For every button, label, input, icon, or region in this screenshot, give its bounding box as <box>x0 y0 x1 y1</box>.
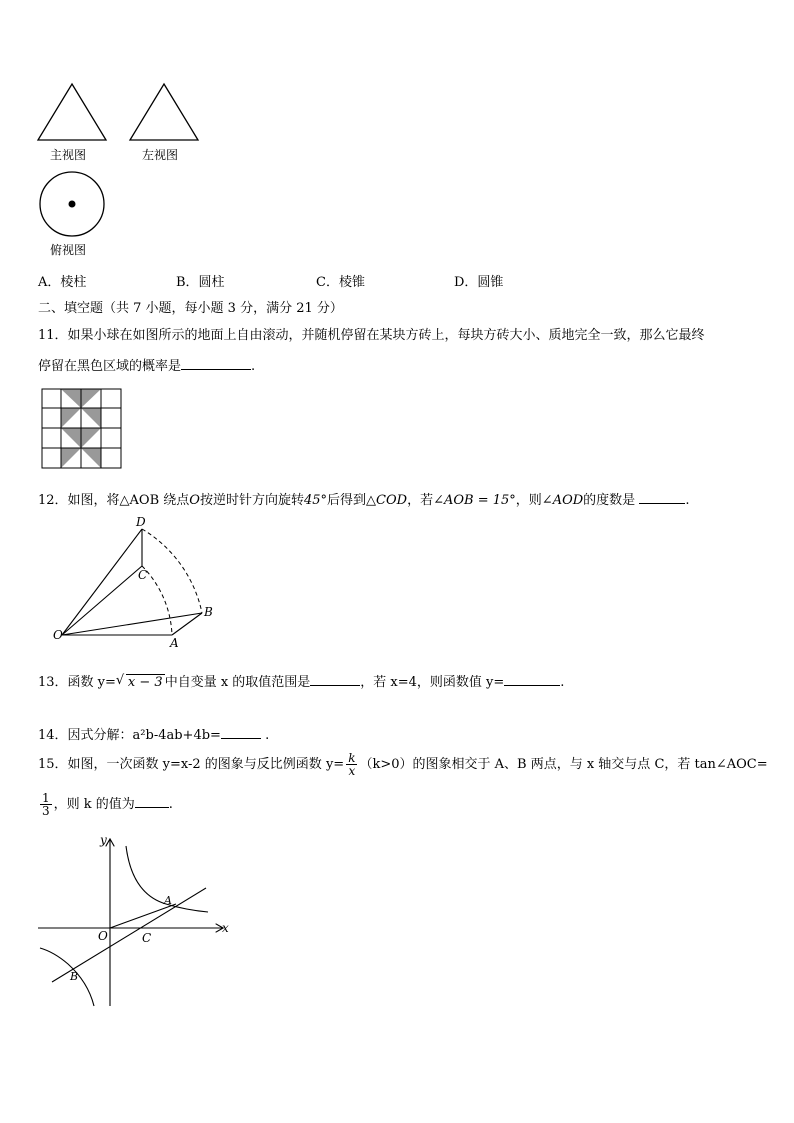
q15-denominator: x <box>348 764 356 778</box>
q15-one: 1 <box>42 791 50 805</box>
q13-text <box>38 671 564 690</box>
q14-end: . <box>265 728 270 743</box>
q15-line1 <box>38 752 768 777</box>
q13-mid: 中自变量 x 的取值范围是 <box>164 675 311 690</box>
q15-fraction-one-third <box>40 792 52 817</box>
q11-answer-blank <box>181 357 251 370</box>
q12-point-o: O <box>189 493 200 508</box>
q12-end: . <box>685 493 690 508</box>
q12-degree: 45° <box>303 493 328 508</box>
q15-end: . <box>168 797 173 812</box>
option-a: A．棱柱 <box>38 275 87 290</box>
q14-text <box>38 724 269 743</box>
q13-radicand: x − 3 <box>127 675 163 690</box>
q14-expression: 14．因式分解：a²b-4ab+4b= <box>38 728 221 743</box>
q15-label-a: A <box>164 894 172 907</box>
q12-post: 的度数是 <box>583 493 636 508</box>
q11-text: 停留在黑色区域的概率是 <box>38 359 182 374</box>
q13-sqrt <box>116 675 165 690</box>
q12-label-d: D <box>136 515 146 529</box>
q14-answer-blank <box>221 726 261 739</box>
q13-mid2: ，若 x=4，则函数值 y= <box>360 675 505 690</box>
q12-label-o: O <box>53 628 63 642</box>
q11-tile-grid <box>41 388 123 470</box>
q15-label-b: B <box>70 970 79 983</box>
q12-label-b: B <box>204 605 213 619</box>
option-c: C．棱锥 <box>316 275 365 290</box>
q12-label-c: C <box>138 568 148 582</box>
q12-text <box>38 489 689 508</box>
top-view-label: 俯视图 <box>50 243 87 257</box>
left-view-triangle <box>128 82 200 144</box>
q11-end: . <box>251 359 256 374</box>
q12-mid: 按逆时针方向旋转 <box>199 493 304 508</box>
q12-angle-aod: ∠AOD <box>541 493 584 508</box>
q15-label-o: O <box>98 929 108 943</box>
q13-blank-1 <box>310 673 360 686</box>
q15-answer-blank <box>135 795 169 808</box>
sqrt-sign-icon: √ <box>115 673 125 688</box>
front-view-triangle <box>36 82 108 144</box>
q12-triangle: △COD <box>366 493 408 508</box>
option-d: D．圆锥 <box>454 275 504 290</box>
q15-line2 <box>38 792 173 817</box>
left-view-label: 左视图 <box>142 148 179 162</box>
q15-label-y: y <box>100 833 107 847</box>
front-view-label: 主视图 <box>50 148 87 162</box>
q11-line2 <box>38 355 255 374</box>
q13-pre: 13．函数 y= <box>38 675 116 690</box>
q15-label-x: x <box>222 921 229 935</box>
top-view-circle <box>36 170 108 240</box>
q15-label-c: C <box>142 931 152 945</box>
q12-pre: 12．如图，将△AOB 绕点 <box>38 493 190 508</box>
q15-mid: （k>0）的图象相交于 A、B 两点，与 x 轴交与点 C，若 tan∠AOC= <box>359 757 768 772</box>
q12-mid4: ，则 <box>515 493 542 508</box>
section-heading: 二、填空题（共 7 小题，每小题 3 分，满分 21 分） <box>38 301 343 316</box>
q12-rotation-figure <box>50 512 220 652</box>
q12-mid2: 后得到 <box>327 493 367 508</box>
q12-mid3: ，若 <box>407 493 434 508</box>
q12-label-a: A <box>170 636 179 650</box>
q12-angle-aob: ∠AOB = 15° <box>433 493 516 508</box>
option-b: B．圆柱 <box>176 275 225 290</box>
q13-blank-2 <box>504 673 560 686</box>
q15-three: 3 <box>42 804 50 818</box>
q12-answer-blank <box>639 491 685 504</box>
q15-pre: 15．如图，一次函数 y=x-2 的图象与反比例函数 y= <box>38 757 345 772</box>
q15-numerator: k <box>348 751 356 765</box>
q11-line1: 11．如果小球在如图所示的地面上自由滚动，并随机停留在某块方砖上，每块方砖大小、质地完全一致，那么它最终 <box>38 328 705 343</box>
q15-post: ，则 k 的值为 <box>53 797 135 812</box>
q15-function-graph <box>36 830 236 1010</box>
q15-fraction-k-x <box>346 752 357 777</box>
q13-end: . <box>560 675 565 690</box>
